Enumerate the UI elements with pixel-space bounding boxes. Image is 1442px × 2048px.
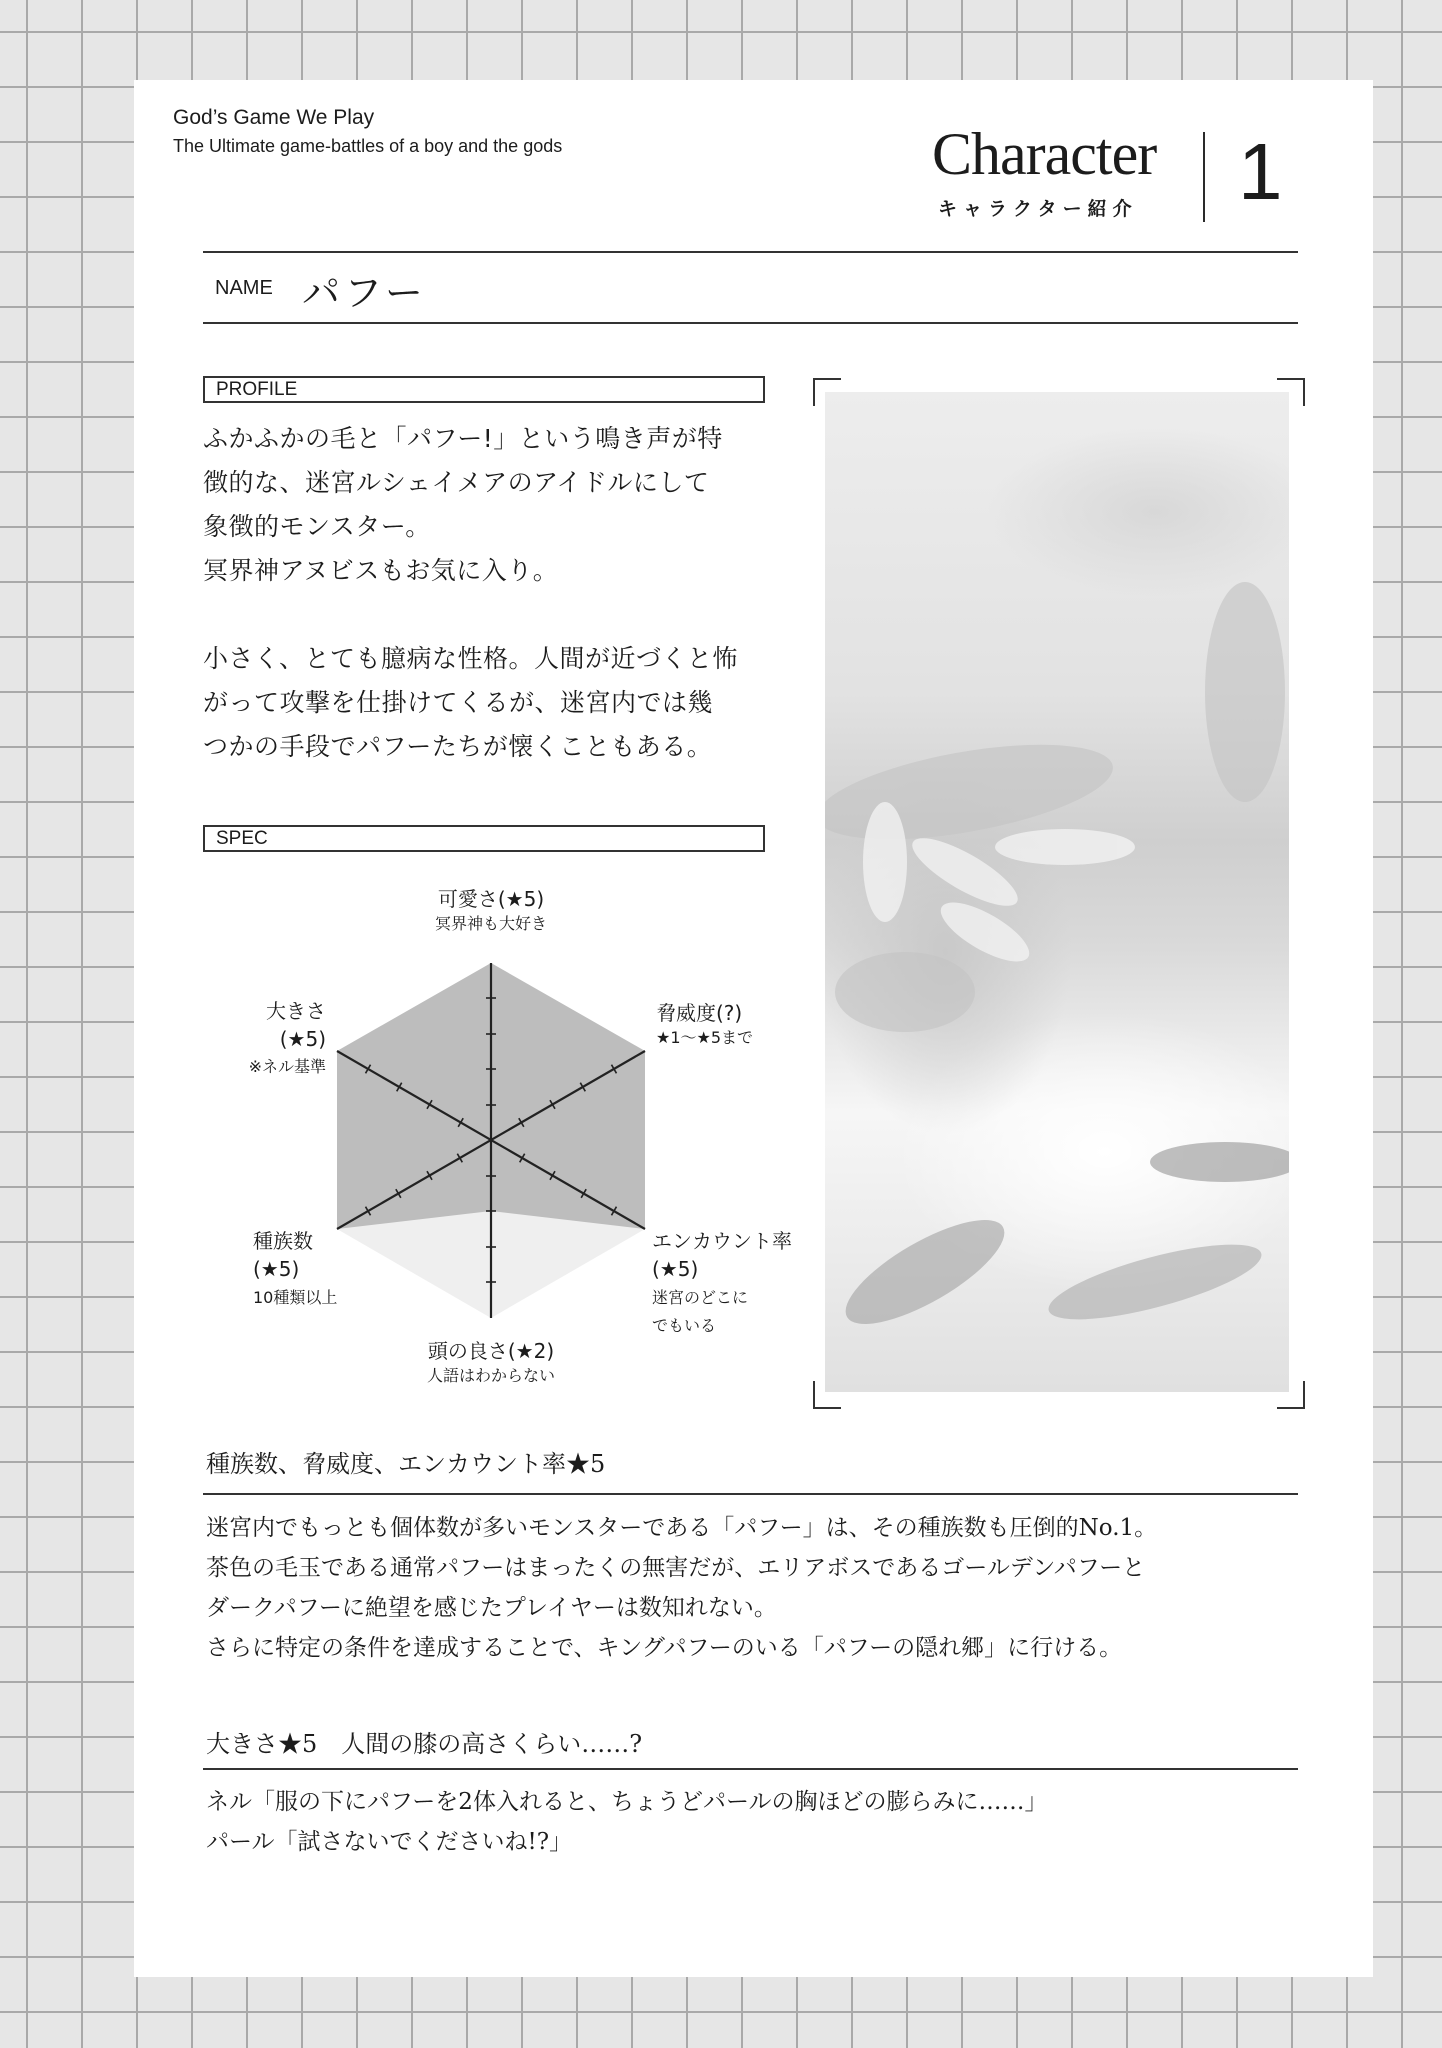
axis-title-rating: (★5): [253, 1257, 300, 1281]
axis-label-species: [253, 1227, 337, 1313]
chapter-number: 1: [1238, 127, 1283, 216]
axis-label-intelligence: [391, 1338, 591, 1388]
header-divider: [1203, 132, 1205, 222]
section-line: ダークパフーに絶望を感じたプレイヤーは数知れない。: [206, 1595, 777, 1621]
character-page: [134, 80, 1373, 1977]
profile-line: 冥界神アヌビスもお気に入り。: [203, 556, 559, 585]
axis-label-cuteness: [391, 886, 591, 936]
section-rule: [203, 1768, 1298, 1770]
section-heading: 種族数、脅威度、エンカウント率★5: [206, 1450, 606, 1478]
profile-line: 小さく、とても臆病な性格。人間が近づくと怖: [203, 644, 739, 673]
frame-corner-top-right: [1277, 378, 1305, 406]
section-body: [206, 1508, 1157, 1668]
frame-corner-bottom-left: [813, 1381, 841, 1409]
axis-title-rating: (★5): [652, 1257, 699, 1281]
profile-line: がって攻撃を仕掛けてくるが、迷宮内では幾: [203, 688, 714, 717]
axis-note: 人語はわからない: [426, 1366, 555, 1385]
axis-note: でもいる: [652, 1316, 717, 1335]
series-title: God’s Game We Play: [173, 106, 375, 129]
section-rule: [203, 1493, 1298, 1495]
profile-line: ふかふかの毛と「パフー!」という鳴き声が特: [203, 424, 723, 453]
axis-label-encounter: [652, 1227, 792, 1339]
spec-label: SPEC: [203, 825, 765, 852]
section-line: パール「試さないでくださいね!?」: [206, 1829, 573, 1855]
section-line: 茶色の毛玉である通常パフーはまったくの無害だが、エリアボスであるゴールデンパフーと: [206, 1555, 1146, 1581]
profile-line: 象徴的モンスター。: [203, 512, 431, 541]
axis-title: 可愛さ(★5): [437, 887, 545, 911]
axis-title: 大きさ: [266, 999, 326, 1023]
section-line: ネル「服の下にパフーを2体入れると、ちょうどパールの胸ほどの膨らみに……」: [206, 1789, 1048, 1815]
puffer-illustration: [825, 392, 1289, 1392]
frame-corner-bottom-right: [1277, 1381, 1305, 1409]
axis-note: 10種類以上: [253, 1288, 338, 1307]
profile-line: つかの手段でパフーたちが懐くこともある。: [203, 732, 713, 761]
axis-title: エンカウント率: [652, 1229, 792, 1253]
profile-label: PROFILE: [203, 376, 765, 403]
section-line: 迷宮内でもっとも個体数が多いモンスターである「パフー」は、その種族数も圧倒的No.1。: [206, 1515, 1158, 1541]
name-label: NAME: [215, 277, 273, 299]
section-heading: 大きさ★5 人間の膝の高さくらい……?: [206, 1730, 643, 1758]
section-body: [206, 1782, 1047, 1862]
axis-title-rating: (★5): [279, 1027, 326, 1051]
profile-line: 徴的な、迷宮ルシェイメアのアイドルにして: [203, 468, 710, 497]
axis-note: ★1〜★5まで: [656, 1028, 754, 1047]
axis-title: 脅威度(?): [656, 1001, 743, 1025]
axis-label-size: [221, 997, 326, 1081]
section-subtitle: キャラクター紹介: [938, 198, 1138, 220]
axis-note: 冥界神も大好き: [434, 914, 547, 933]
section-line: さらに特定の条件を達成することで、キングパフーのいる「パフーの隠れ郷」に行ける。: [206, 1635, 1123, 1661]
section-title: Character: [932, 121, 1157, 187]
character-name: パフー: [302, 271, 427, 315]
axis-label-threat: [656, 1000, 753, 1050]
frame-corner-top-left: [813, 378, 841, 406]
axis-title: 頭の良さ(★2): [427, 1339, 555, 1363]
axis-title: 種族数: [253, 1229, 313, 1253]
illustration-strokes: [825, 392, 1289, 1392]
series-subtitle: The Ultimate game-battles of a boy and the gods: [173, 136, 563, 156]
axis-note: 迷宮のどこに: [652, 1288, 749, 1307]
axis-note: ※ネル基準: [248, 1057, 326, 1076]
